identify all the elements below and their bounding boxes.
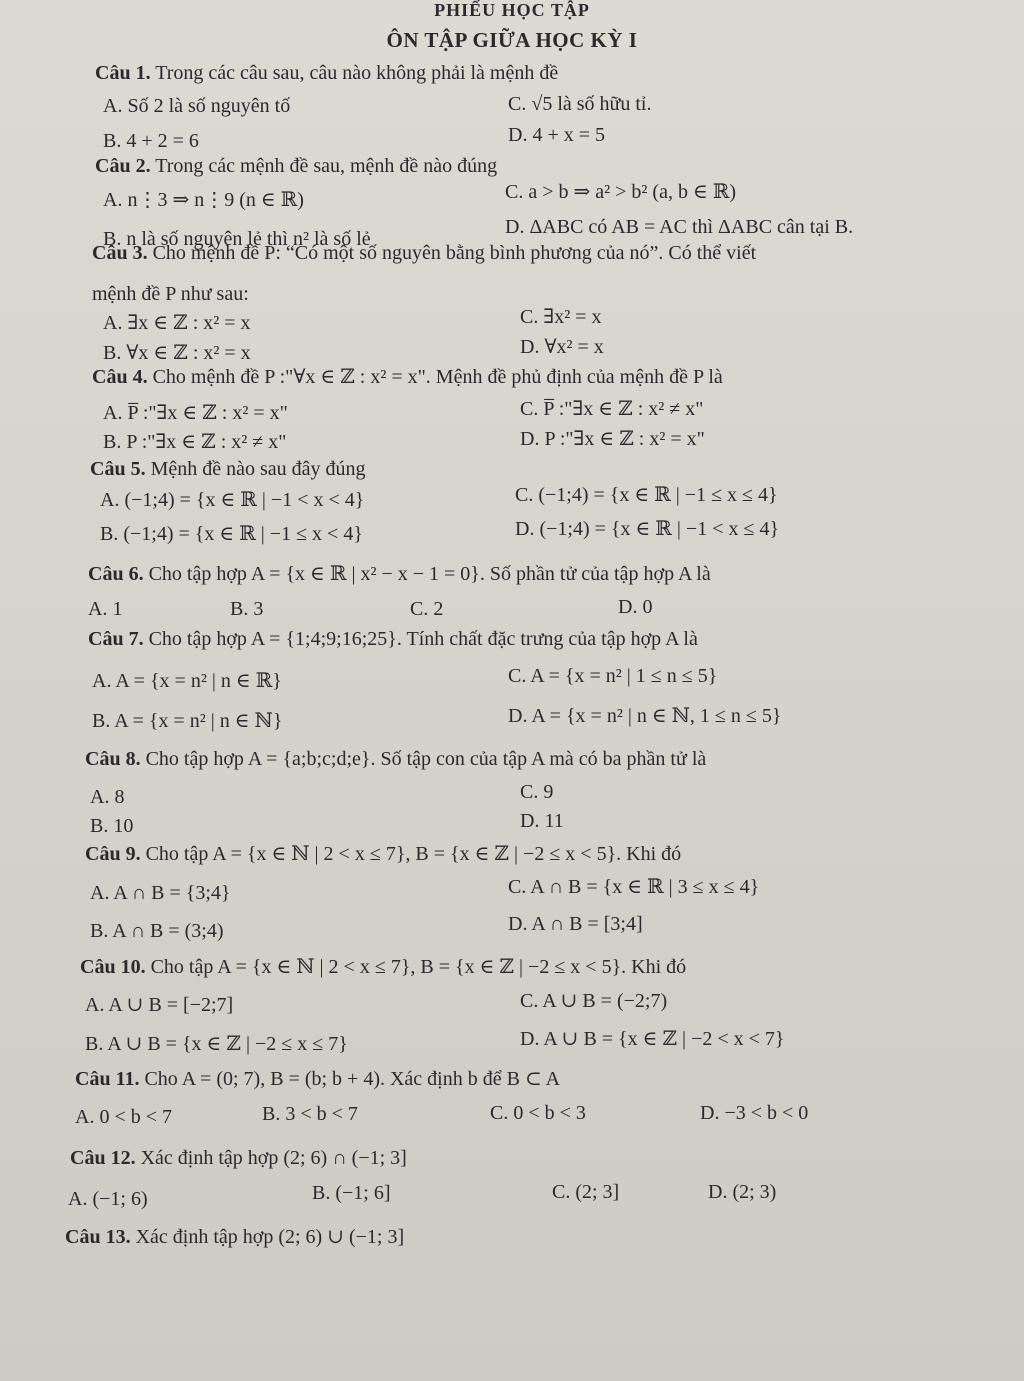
- question-text: Xác định tập hợp (2; 6) ∪ (−1; 3]: [135, 1226, 405, 1248]
- question-text: Cho tập hợp A = {1;4;9;16;25}. Tính chất đặc trưng của tập hợp A là: [148, 628, 698, 650]
- question-number: Câu 2.: [95, 155, 151, 177]
- question-3-continued: mệnh đề P như sau:: [92, 283, 249, 305]
- q11-option-c: C. 0 < b < 3: [490, 1102, 586, 1124]
- question-text: Cho tập A = {x ∈ ℕ | 2 < x ≤ 7}, B = {x ∈ ℤ | −2 ≤ x < 5}. Khi đó: [150, 956, 687, 978]
- question-2: [95, 155, 497, 177]
- question-number: Câu 1.: [95, 62, 151, 84]
- question-number: Câu 12.: [70, 1147, 136, 1169]
- q5-option-c: C. (−1;4) = {x ∈ ℝ | −1 ≤ x ≤ 4}: [515, 484, 778, 506]
- q3-option-d: D. ∀x² = x: [520, 336, 604, 358]
- q1-option-d: D. 4 + x = 5: [508, 124, 606, 146]
- q1-option-c: C. √5 là số hữu tỉ.: [508, 93, 652, 115]
- q7-option-c: C. A = {x = n² | 1 ≤ n ≤ 5}: [508, 665, 718, 687]
- q3-option-b: B. ∀x ∈ ℤ : x² = x: [103, 342, 251, 364]
- question-4: [92, 366, 723, 388]
- q11-option-a: A. 0 < b < 7: [75, 1106, 173, 1128]
- question-number: Câu 3.: [92, 242, 148, 264]
- q12-option-b: B. (−1; 6]: [312, 1182, 391, 1204]
- q5-option-b: B. (−1;4) = {x ∈ ℝ | −1 ≤ x < 4}: [100, 523, 363, 545]
- question-text: Cho mệnh đề P :"∀x ∈ ℤ : x² = x". Mệnh đề phủ định của mệnh đề P là: [152, 366, 723, 388]
- q4-option-c: C. P̅ :"∃x ∈ ℤ : x² ≠ x": [520, 398, 704, 420]
- question-number: Câu 10.: [80, 956, 146, 978]
- question-7: [88, 628, 698, 650]
- question-text: Cho A = (0; 7), B = (b; b + 4). Xác định b để B ⊂ A: [144, 1068, 561, 1090]
- q10-option-b: B. A ∪ B = {x ∈ ℤ | −2 ≤ x ≤ 7}: [85, 1033, 348, 1055]
- question-number: Câu 7.: [88, 628, 144, 650]
- q9-option-c: C. A ∩ B = {x ∈ ℝ | 3 ≤ x ≤ 4}: [508, 876, 760, 898]
- question-number: Câu 9.: [85, 843, 141, 865]
- question-8: [85, 748, 706, 770]
- q12-option-c: C. (2; 3]: [552, 1181, 620, 1203]
- worksheet-label: PHIẾU HỌC TẬP: [434, 0, 590, 20]
- question-number: Câu 11.: [75, 1068, 140, 1090]
- question-text: Cho tập hợp A = {a;b;c;d;e}. Số tập con của tập A mà có ba phần tử là: [145, 748, 707, 770]
- question-number: Câu 6.: [88, 563, 144, 585]
- q3-option-a: A. ∃x ∈ ℤ : x² = x: [103, 312, 251, 334]
- q2-option-c: C. a > b ⇒ a² > b² (a, b ∈ ℝ): [505, 181, 737, 203]
- q8-option-a: A. 8: [90, 786, 125, 808]
- q6-option-d: D. 0: [618, 596, 653, 618]
- q12-option-a: A. (−1; 6): [68, 1188, 148, 1210]
- q5-option-d: D. (−1;4) = {x ∈ ℝ | −1 < x ≤ 4}: [515, 518, 780, 540]
- q6-option-b: B. 3: [230, 598, 264, 620]
- question-12: [70, 1147, 407, 1169]
- q8-option-b: B. 10: [90, 815, 134, 837]
- q3-option-c: C. ∃x² = x: [520, 306, 602, 328]
- question-6: [88, 563, 711, 585]
- q8-option-d: D. 11: [520, 810, 564, 832]
- q6-option-a: A. 1: [88, 598, 123, 620]
- question-13: [65, 1226, 404, 1248]
- q2-option-d: D. ΔABC có AB = AC thì ΔABC cân tại B.: [505, 216, 854, 238]
- question-text: Xác định tập hợp (2; 6) ∩ (−1; 3]: [140, 1147, 407, 1169]
- q4-option-d: D. P :"∃x ∈ ℤ : x² = x": [520, 428, 705, 450]
- q7-option-d: D. A = {x = n² | n ∈ ℕ, 1 ≤ n ≤ 5}: [508, 705, 782, 727]
- question-text: Cho tập hợp A = {x ∈ ℝ | x² − x − 1 = 0}. Số phần tử của tập hợp A là: [148, 563, 711, 585]
- q2-option-b: B. n là số nguyên lẻ thì n² là số lẻ: [103, 228, 371, 250]
- q7-option-a: A. A = {x = n² | n ∈ ℝ}: [92, 670, 282, 692]
- question-text: Cho mệnh đề P: “Có một số nguyên bằng bình phương của nó”. Có thể viết: [152, 242, 757, 264]
- q4-option-b: B. P :"∃x ∈ ℤ : x² ≠ x": [103, 431, 287, 453]
- q9-option-a: A. A ∩ B = {3;4}: [90, 882, 231, 904]
- question-text: Cho tập A = {x ∈ ℕ | 2 < x ≤ 7}, B = {x ∈ ℤ | −2 ≤ x < 5}. Khi đó: [145, 843, 682, 865]
- question-text: Mệnh đề nào sau đây đúng: [150, 458, 366, 480]
- q8-option-c: C. 9: [520, 781, 554, 803]
- q6-option-c: C. 2: [410, 598, 444, 620]
- q2-option-a: A. n⋮3 ⇒ n⋮9 (n ∈ ℝ): [103, 189, 304, 211]
- question-number: Câu 13.: [65, 1226, 131, 1248]
- q7-option-b: B. A = {x = n² | n ∈ ℕ}: [92, 710, 283, 732]
- q9-option-b: B. A ∩ B = (3;4): [90, 920, 224, 942]
- question-number: Câu 5.: [90, 458, 146, 480]
- page-title: ÔN TẬP GIỮA HỌC KỲ I: [386, 28, 638, 52]
- q11-option-d: D. −3 < b < 0: [700, 1102, 809, 1124]
- q9-option-d: D. A ∩ B = [3;4]: [508, 913, 643, 935]
- q10-option-a: A. A ∪ B = [−2;7]: [85, 994, 234, 1016]
- question-number: Câu 8.: [85, 748, 141, 770]
- q10-option-c: C. A ∪ B = (−2;7): [520, 990, 668, 1012]
- q1-option-b: B. 4 + 2 = 6: [103, 130, 199, 152]
- question-text: Trong các câu sau, câu nào không phải là mệnh đề: [155, 62, 559, 84]
- question-1: [95, 62, 558, 84]
- q12-option-d: D. (2; 3): [708, 1181, 777, 1203]
- question-9: [85, 843, 681, 865]
- question-5: [90, 458, 366, 480]
- q5-option-a: A. (−1;4) = {x ∈ ℝ | −1 < x < 4}: [100, 489, 365, 511]
- q1-option-a: A. Số 2 là số nguyên tố: [103, 95, 291, 117]
- q4-option-a: A. P̅ :"∃x ∈ ℤ : x² = x": [103, 402, 288, 424]
- question-text: Trong các mệnh đề sau, mệnh đề nào đúng: [155, 155, 498, 177]
- question-10: [80, 956, 686, 978]
- q11-option-b: B. 3 < b < 7: [262, 1103, 358, 1125]
- question-11: [75, 1068, 560, 1090]
- q10-option-d: D. A ∪ B = {x ∈ ℤ | −2 < x < 7}: [520, 1028, 785, 1050]
- question-3: [92, 242, 756, 264]
- question-number: Câu 4.: [92, 366, 148, 388]
